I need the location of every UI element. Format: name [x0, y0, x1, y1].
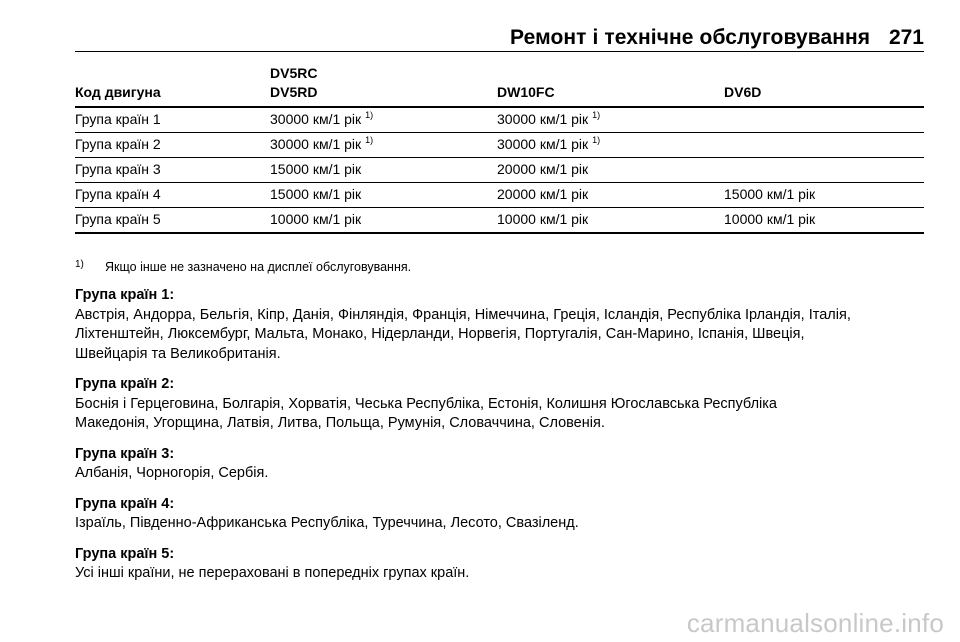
group-title: Група країн 4:: [75, 495, 175, 512]
table-row: [75, 183, 924, 208]
cell-text: 10000 км/1 рік: [497, 211, 589, 227]
cell-text: Група країн 2: [75, 136, 161, 152]
cell-text: 15000 км/1 рік: [270, 186, 362, 202]
header-line: DW10FC: [497, 84, 555, 100]
table-cell: [270, 208, 497, 234]
footnote-reference: 1): [365, 110, 374, 120]
table-cell: [75, 183, 270, 208]
table-cell: [497, 133, 724, 158]
group-countries-line: Албанія, Чорногорія, Сербія.: [75, 465, 269, 481]
table-cell: [270, 107, 497, 133]
country-group: [75, 286, 935, 364]
watermark: carmanualsonline.info: [686, 608, 944, 638]
group-title: Група країн 1:: [75, 287, 175, 303]
table-cell: [270, 183, 497, 208]
footnote: [75, 259, 411, 274]
cell-text: 30000 км/1 рік: [497, 111, 589, 127]
group-title: Група країн 2:: [75, 376, 175, 392]
group-countries-line: Ліхтенштейн, Люксембург, Мальта, Монако, Нідерланди, Норвегія, Португалія, Сан-Марино, Іспанія, Швеція,: [75, 326, 805, 342]
table-cell: [497, 208, 724, 234]
table-cell: [724, 183, 924, 208]
column-header: [724, 64, 924, 107]
group-countries-line: Боснія і Герцеговина, Болгарія, Хорватія, Чеська Республіка, Естонія, Колишня Югославська Республіка: [75, 395, 777, 412]
table-cell: [724, 133, 924, 158]
cell-text: 10000 км/1 рік: [724, 211, 816, 227]
country-group: [75, 495, 935, 534]
group-title: Група країн 5:: [75, 545, 175, 562]
page-number: 271: [888, 26, 924, 49]
footnote-reference: 1): [592, 110, 601, 120]
header-line: DV5RC: [270, 65, 318, 81]
footnote-mark: 1): [75, 259, 84, 270]
country-group: [75, 545, 935, 584]
country-groups: [75, 286, 935, 595]
country-group: [75, 375, 935, 434]
header-line: Код двигуна: [75, 84, 161, 100]
cell-text: 15000 км/1 рік: [270, 161, 362, 177]
header-divider: [75, 51, 924, 52]
cell-text: 30000 км/1 рік: [270, 111, 362, 127]
table-header-row: [75, 64, 924, 107]
header-line: DV6D: [724, 84, 762, 100]
table-row: [75, 208, 924, 234]
group-countries-line: Австрія, Андорра, Бельгія, Кіпр, Данія, Фінляндія, Франція, Німеччина, Греція, Ісландія, Республіка Ірландія, Італія,: [75, 306, 851, 323]
table-cell: [75, 107, 270, 133]
column-header: [270, 64, 497, 107]
cell-text: Група країн 5: [75, 211, 161, 227]
table-row: [75, 107, 924, 133]
cell-text: 30000 км/1 рік: [270, 136, 362, 152]
table-cell: [497, 158, 724, 183]
cell-text: 20000 км/1 рік: [497, 186, 589, 202]
header-line: DV5RD: [270, 84, 318, 100]
section-title: Ремонт і технічне обслуговування: [510, 26, 871, 49]
cell-text: Група країн 1: [75, 111, 161, 127]
table-cell: [497, 107, 724, 133]
cell-text: 15000 км/1 рік: [724, 186, 816, 202]
table-cell: [497, 183, 724, 208]
cell-text: Група країн 3: [75, 161, 161, 177]
group-countries-line: Усі інші країни, не перераховані в попередніх групах країн.: [75, 565, 470, 581]
table-cell: [270, 133, 497, 158]
table-row: [75, 133, 924, 158]
cell-text: 30000 км/1 рік: [497, 136, 589, 152]
country-group: [75, 445, 935, 484]
footnote-reference: 1): [592, 135, 601, 145]
table-cell: [270, 158, 497, 183]
service-interval-table: [75, 64, 924, 234]
cell-text: 20000 км/1 рік: [497, 161, 589, 177]
table-cell: [75, 133, 270, 158]
table-cell: [724, 208, 924, 234]
table-cell: [724, 158, 924, 183]
group-countries-line: Ізраїль, Південно-Африканська Республіка, Туреччина, Лесото, Свазіленд.: [75, 515, 579, 531]
group-title: Група країн 3:: [75, 445, 175, 462]
group-countries-line: Швейцарія та Великобританія.: [75, 345, 281, 362]
table-body: [75, 107, 924, 233]
column-header: [75, 64, 270, 107]
footnote-text: Якщо інше не зазначено на дисплеї обслуговування.: [105, 260, 412, 274]
cell-text: 10000 км/1 рік: [270, 211, 362, 227]
footnote-reference: 1): [365, 135, 374, 145]
table-row: [75, 158, 924, 183]
column-header: [497, 64, 724, 107]
table-cell: [75, 208, 270, 234]
cell-text: Група країн 4: [75, 186, 161, 202]
table-cell: [75, 158, 270, 183]
group-countries-line: Македонія, Угорщина, Латвія, Литва, Польща, Румунія, Словаччина, Словенія.: [75, 415, 605, 431]
table-cell: [724, 107, 924, 133]
